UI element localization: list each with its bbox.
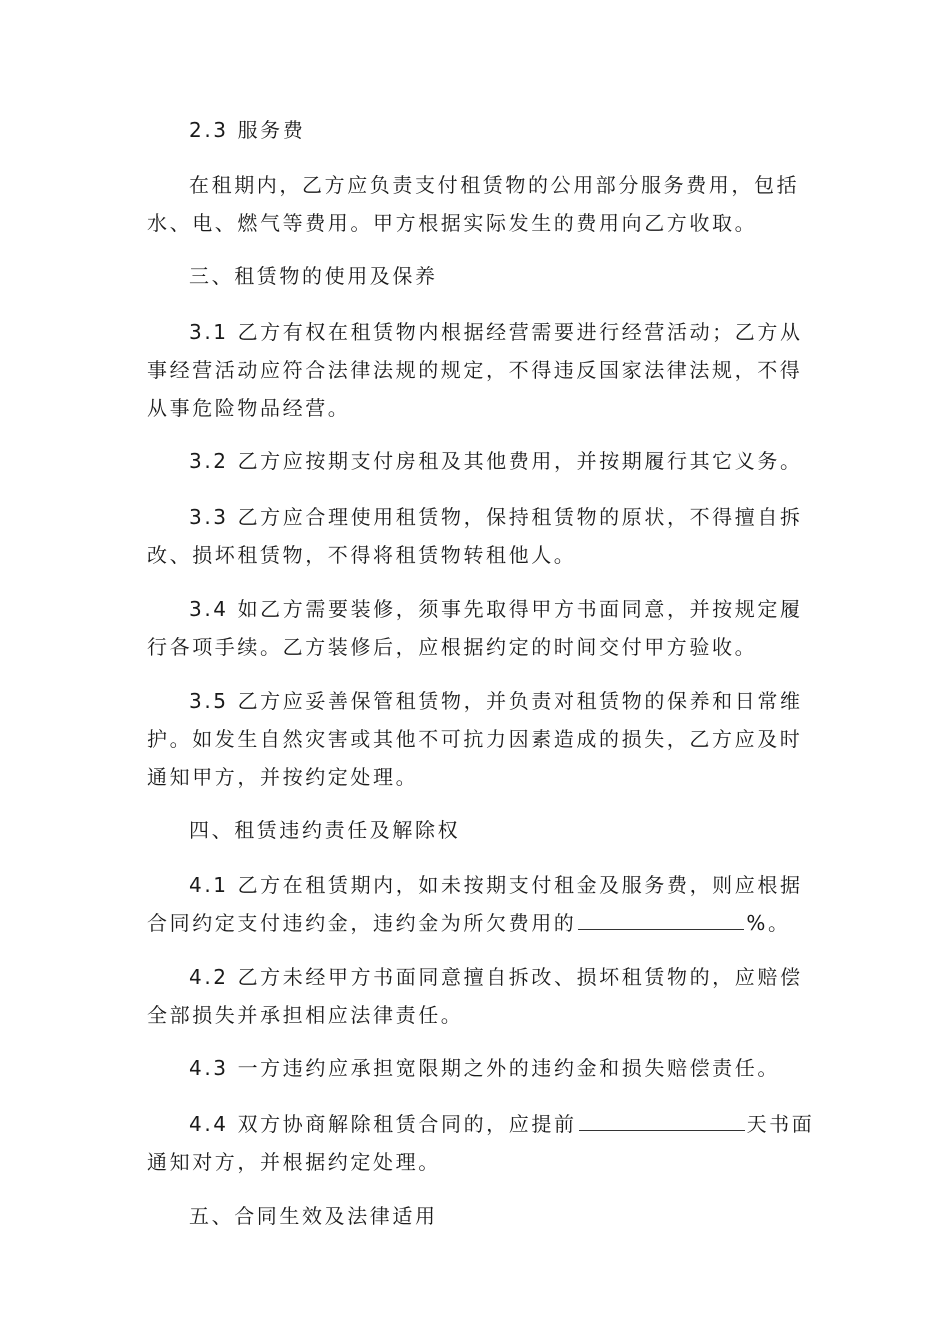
clause-3-3 (147, 498, 807, 574)
paragraph-line: 4.2 乙方未经甲方书面同意擅自拆改、损坏租赁物的，应赔偿 (189, 965, 803, 989)
heading-text: 五、合同生效及法律适用 (189, 1204, 438, 1228)
clause-3-1 (147, 313, 807, 427)
section-4-heading (147, 811, 807, 849)
heading-text: 三、租赁物的使用及保养 (189, 264, 438, 288)
heading-text: 2.3 服务费 (189, 118, 306, 142)
paragraph-line: 通知甲方，并按约定处理。 (147, 765, 419, 789)
clause-4-4 (147, 1105, 815, 1181)
fill-in-blank-penalty-percent[interactable] (578, 907, 744, 930)
paragraph-line: 水、电、燃气等费用。甲方根据实际发生的费用向乙方收取。 (147, 211, 758, 235)
text-before-blank: 4.4 双方协商解除租赁合同的，应提前 (189, 1112, 577, 1136)
paragraph-line: 行各项手续。乙方装修后，应根据约定的时间交付甲方验收。 (147, 635, 758, 659)
clause-4-3 (147, 1049, 807, 1087)
section-5-heading (147, 1197, 807, 1235)
paragraph-line: 通知对方，并根据约定处理。 (147, 1150, 441, 1174)
text-after-blank: 天书面 (746, 1112, 815, 1136)
section-2-3-heading (147, 111, 807, 149)
paragraph-line: 事经营活动应符合法律法规的规定，不得违反国家法律法规，不得 (147, 358, 803, 382)
paragraph-line (147, 1105, 815, 1143)
paragraph-line: 3.1 乙方有权在租赁物内根据经营需要进行经营活动；乙方从 (189, 320, 803, 344)
paragraph-line: 4.1 乙方在租赁期内，如未按期支付租金及服务费，则应根据 (189, 873, 803, 897)
heading-text: 四、租赁违约责任及解除权 (189, 818, 461, 842)
paragraph-line: 3.5 乙方应妥善保管租赁物，并负责对租赁物的保养和日常维 (189, 689, 803, 713)
paragraph-line: 3.2 乙方应按期支付房租及其他费用，并按期履行其它义务。 (189, 449, 803, 473)
clause-3-2 (147, 442, 807, 480)
clause-3-5 (147, 682, 807, 796)
fill-in-blank-notice-days[interactable] (579, 1108, 745, 1131)
paragraph-line: 从事危险物品经营。 (147, 396, 351, 420)
paragraph-line: 全部损失并承担相应法律责任。 (147, 1003, 464, 1027)
paragraph-line: 护。如发生自然灾害或其他不可抗力因素造成的损失，乙方应及时 (147, 727, 803, 751)
paragraph-line: 改、损坏租赁物，不得将租赁物转租他人。 (147, 543, 577, 567)
clause-4-1 (147, 866, 807, 942)
paragraph-line (147, 904, 807, 942)
text-after-blank: %。 (746, 911, 791, 935)
paragraph-line: 3.4 如乙方需要装修，须事先取得甲方书面同意，并按规定履 (189, 597, 803, 621)
clause-4-2 (147, 958, 807, 1034)
paragraph-line: 4.3 一方违约应承担宽限期之外的违约金和损失赔偿责任。 (189, 1056, 780, 1080)
section-3-heading (147, 257, 807, 295)
paragraph-line: 3.3 乙方应合理使用租赁物，保持租赁物的原状，不得擅自拆 (189, 505, 803, 529)
text-before-blank: 合同约定支付违约金，违约金为所欠费用的 (147, 911, 577, 935)
clause-3-4 (147, 590, 807, 666)
paragraph-line: 在租期内，乙方应负责支付租赁物的公用部分服务费用，包括 (189, 173, 800, 197)
section-2-3-paragraph (147, 166, 807, 242)
